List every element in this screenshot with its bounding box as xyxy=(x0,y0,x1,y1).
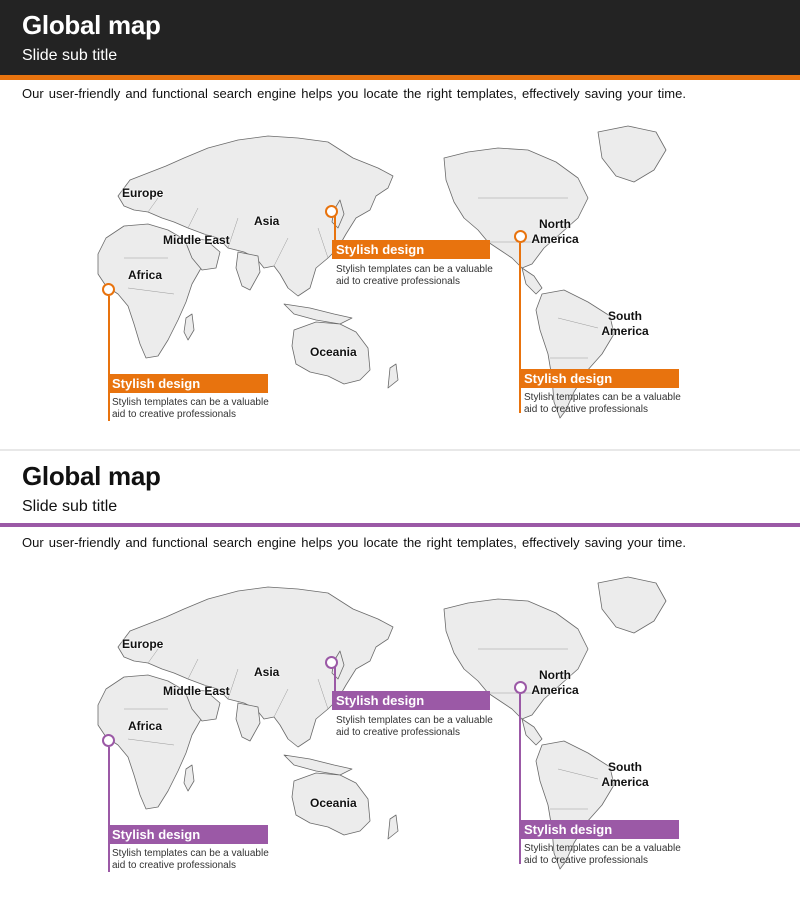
slide-header xyxy=(0,451,800,527)
location-marker-north-america[interactable] xyxy=(514,681,527,694)
callout-body-line: Stylish templates can be a valuable xyxy=(112,397,269,408)
region-label-europe: Europe xyxy=(122,637,164,651)
slide-2 xyxy=(0,451,800,900)
location-marker-africa[interactable] xyxy=(102,734,115,747)
callout-body-line: Stylish templates can be a valuable xyxy=(524,843,681,854)
location-marker-north-america[interactable] xyxy=(514,230,527,243)
callout-body xyxy=(112,397,269,421)
callout-heading: Stylish design xyxy=(520,369,679,388)
greenland xyxy=(598,126,666,182)
indonesia-islands xyxy=(284,304,352,324)
region-label-middle-east: Middle East xyxy=(163,233,230,247)
region-label-oceania: Oceania xyxy=(310,345,357,359)
region-label-north-america: North America xyxy=(531,217,579,246)
region-label-oceania: Oceania xyxy=(310,796,357,810)
callout-heading: Stylish design xyxy=(332,691,490,710)
region-label-africa: Africa xyxy=(128,268,163,282)
callout-leader-line xyxy=(108,296,110,421)
callout-heading: Stylish design xyxy=(108,374,268,393)
new-zealand xyxy=(388,364,398,388)
region-label-middle-east: Middle East xyxy=(163,684,230,698)
callout-body xyxy=(336,715,493,739)
slide-title: Global map xyxy=(22,10,161,40)
slide-description: Our user-friendly and functional search engine helps you locate the right templates, effectively saving your time. xyxy=(22,535,686,550)
slide-title: Global map xyxy=(22,461,161,491)
callout-body xyxy=(336,264,493,288)
callout-heading: Stylish design xyxy=(108,825,268,844)
location-marker-africa[interactable] xyxy=(102,283,115,296)
indonesia-islands xyxy=(284,755,352,775)
callout-body-line: aid to creative professionals xyxy=(524,404,648,415)
slide-subtitle: Slide sub title xyxy=(22,498,118,515)
slide-subtitle: Slide sub title xyxy=(22,47,118,64)
callout-body-line: aid to creative professionals xyxy=(336,276,460,287)
new-zealand xyxy=(388,815,398,839)
callout-leader-line xyxy=(334,667,336,691)
callout-body-line: aid to creative professionals xyxy=(524,855,648,866)
callout-body-line: Stylish templates can be a valuable xyxy=(524,392,681,403)
callout-body-line: Stylish templates can be a valuable xyxy=(336,264,493,275)
india xyxy=(236,252,260,290)
callout-body-line: aid to creative professionals xyxy=(112,409,236,420)
callout-heading: Stylish design xyxy=(332,240,490,259)
callout-body-line: Stylish templates can be a valuable xyxy=(112,848,269,859)
callout-leader-line xyxy=(108,747,110,872)
slide-header xyxy=(0,0,800,80)
callout-heading: Stylish design xyxy=(520,820,679,839)
callout-body-line: aid to creative professionals xyxy=(336,727,460,738)
region-label-asia: Asia xyxy=(254,214,280,228)
madagascar xyxy=(184,314,194,340)
central-america xyxy=(522,268,542,294)
central-america xyxy=(522,719,542,745)
india xyxy=(236,703,260,741)
callout-body xyxy=(524,392,681,416)
region-label-asia: Asia xyxy=(254,665,280,679)
callout-body-line: Stylish templates can be a valuable xyxy=(336,715,493,726)
slide-1 xyxy=(0,0,800,449)
location-marker-asia[interactable] xyxy=(325,656,338,669)
location-marker-asia[interactable] xyxy=(325,205,338,218)
region-label-north-america: North America xyxy=(531,668,579,697)
region-label-south-america: South America xyxy=(601,309,649,338)
callout-body-line: aid to creative professionals xyxy=(112,860,236,871)
madagascar xyxy=(184,765,194,791)
slide-description: Our user-friendly and functional search engine helps you locate the right templates, effectively saving your time. xyxy=(22,86,686,101)
region-label-africa: Africa xyxy=(128,719,163,733)
greenland xyxy=(598,577,666,633)
callout-body xyxy=(112,848,269,872)
region-label-europe: Europe xyxy=(122,186,164,200)
callout-leader-line xyxy=(334,216,336,240)
region-label-south-america: South America xyxy=(601,760,649,789)
callout-body xyxy=(524,843,681,867)
